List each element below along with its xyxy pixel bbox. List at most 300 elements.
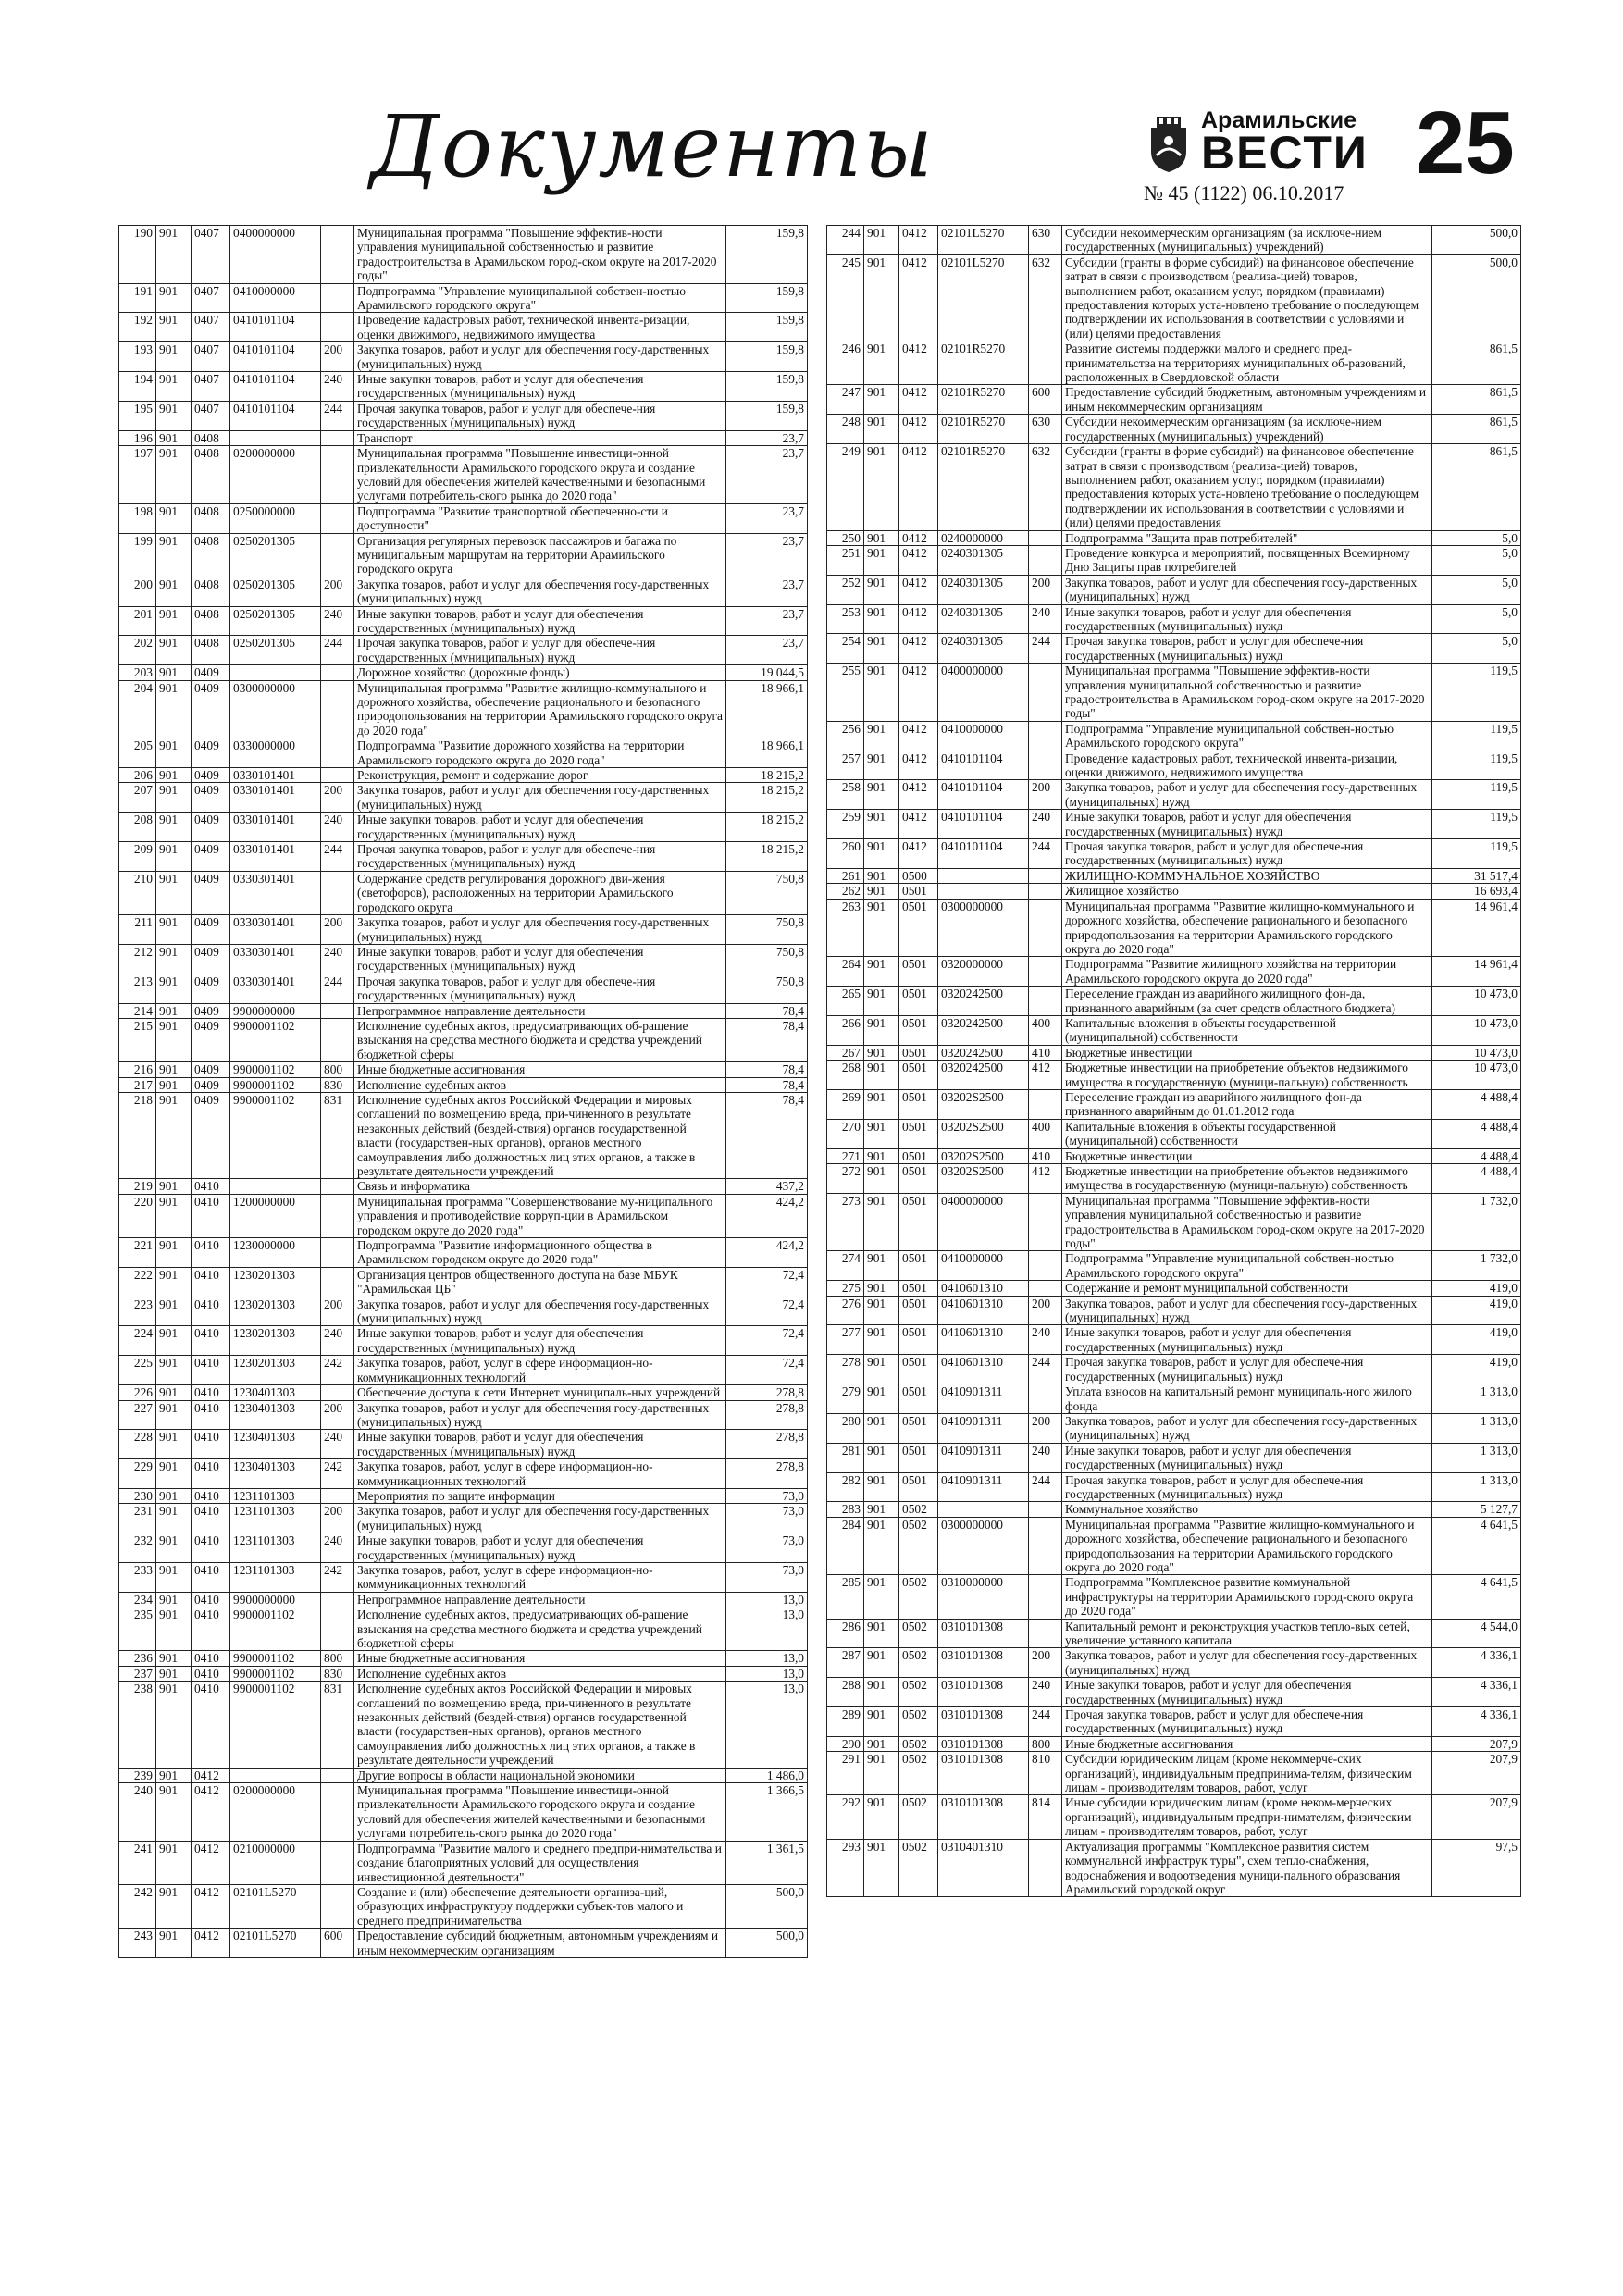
admin-code-cell: 901 [864, 810, 899, 839]
admin-code-cell: 901 [156, 944, 192, 974]
section-code-cell: 0409 [192, 1003, 230, 1018]
table-row [119, 577, 808, 606]
row-number-cell: 217 [119, 1077, 156, 1092]
row-number-cell: 250 [827, 530, 864, 545]
section-code-cell: 0412 [899, 664, 938, 722]
target-code-cell: 0320242500 [938, 1015, 1029, 1045]
expense-type-cell [321, 1488, 354, 1503]
table-row [119, 680, 808, 738]
table-row [827, 634, 1521, 664]
expense-type-cell: 200 [321, 577, 354, 606]
item-name-cell: Исполнение судебных актов, предусматривающих об-ращение взыскания на средства местного бюджета и средства учреждений бюджетной сферы [354, 1607, 726, 1651]
amount-cell: 750,8 [726, 871, 808, 914]
row-number-cell: 201 [119, 606, 156, 636]
target-code-cell: 0310101308 [938, 1736, 1029, 1751]
admin-code-cell: 901 [156, 503, 192, 533]
section-code-cell: 0502 [899, 1795, 938, 1839]
row-number-cell: 275 [827, 1281, 864, 1296]
item-name-cell: Закупка товаров, работ и услуг для обеспечения госу-дарственных (муниципальных) нужд [354, 915, 726, 945]
item-name-cell: Закупка товаров, работ и услуг для обеспечения госу-дарственных (муниципальных) нужд [1062, 1413, 1432, 1443]
target-code-cell: 9900001102 [230, 1607, 321, 1651]
admin-code-cell: 901 [864, 1193, 899, 1251]
target-code-cell: 9900001102 [230, 1092, 321, 1178]
table-row [827, 575, 1521, 604]
row-number-cell: 196 [119, 430, 156, 445]
item-name-cell: Содержание средств регулирования дорожного дви-жения (светофоров), расположенных на территории Арамильского городского округа [354, 871, 726, 914]
item-name-cell: Подпрограмма "Развитие транспортной обеспеченно-сти и доступности" [354, 503, 726, 533]
amount-cell: 5,0 [1432, 530, 1521, 545]
section-code-cell: 0407 [192, 226, 230, 284]
amount-cell: 23,7 [726, 577, 808, 606]
expense-type-cell: 244 [1029, 1355, 1062, 1384]
target-code-cell: 0320242500 [938, 1061, 1029, 1090]
expense-type-cell: 800 [321, 1062, 354, 1077]
row-number-cell: 238 [119, 1682, 156, 1768]
row-number-cell: 259 [827, 810, 864, 839]
expense-type-cell [1029, 957, 1062, 987]
row-number-cell: 193 [119, 342, 156, 372]
section-code-cell: 0502 [899, 1678, 938, 1707]
row-number-cell: 215 [119, 1018, 156, 1061]
table-row [827, 1251, 1521, 1281]
item-name-cell: Иные закупки товаров, работ и услуг для обеспечения государственных (муниципальных) нужд [354, 606, 726, 636]
expense-type-cell: 600 [1029, 385, 1062, 415]
target-code-cell: 0240301305 [938, 575, 1029, 604]
expense-type-cell [321, 665, 354, 680]
section-code-cell: 0407 [192, 372, 230, 402]
target-code-cell [230, 1768, 321, 1782]
item-name-cell: Исполнение судебных актов, предусматривающих об-ращение взыскания на средства местного бюджета и средства учреждений бюджетной сферы [354, 1018, 726, 1061]
row-number-cell: 266 [827, 1015, 864, 1045]
target-code-cell: 0330301401 [230, 871, 321, 914]
section-code-cell: 0407 [192, 401, 230, 430]
row-number-cell: 216 [119, 1062, 156, 1077]
admin-code-cell: 901 [156, 1194, 192, 1237]
admin-code-cell: 901 [864, 1795, 899, 1839]
admin-code-cell: 901 [156, 1326, 192, 1356]
target-code-cell: 0400000000 [230, 226, 321, 284]
table-row [119, 1297, 808, 1326]
item-name-cell: Подпрограмма "Развитие жилищного хозяйства на территории Арамильского городского округа до 2020 года" [1062, 957, 1432, 987]
admin-code-cell: 901 [864, 868, 899, 883]
amount-cell: 207,9 [1432, 1752, 1521, 1795]
target-code-cell: 0410101104 [230, 401, 321, 430]
expense-type-cell: 240 [1029, 810, 1062, 839]
item-name-cell: Проведение кадастровых работ, технической инвента-ризации, оценки движимого, недвижимого имущества [354, 313, 726, 342]
target-code-cell: 0250000000 [230, 503, 321, 533]
admin-code-cell: 901 [156, 1238, 192, 1268]
section-code-cell: 0407 [192, 313, 230, 342]
expense-type-cell [1029, 868, 1062, 883]
target-code-cell: 02101R5270 [938, 385, 1029, 415]
admin-code-cell: 901 [864, 1296, 899, 1325]
target-code-cell: 0250201305 [230, 533, 321, 577]
table-row [827, 254, 1521, 341]
section-code-cell: 0502 [899, 1575, 938, 1619]
row-number-cell: 229 [119, 1459, 156, 1489]
table-row [827, 810, 1521, 839]
amount-cell: 159,8 [726, 372, 808, 402]
target-code-cell: 03202S2500 [938, 1164, 1029, 1194]
row-number-cell: 247 [827, 385, 864, 415]
target-code-cell [938, 884, 1029, 899]
row-number-cell: 210 [119, 871, 156, 914]
amount-cell: 23,7 [726, 446, 808, 504]
expense-type-cell: 240 [1029, 1325, 1062, 1355]
table-row [119, 1488, 808, 1503]
target-code-cell: 0410901311 [938, 1472, 1029, 1502]
target-code-cell: 02101R5270 [938, 415, 1029, 444]
row-number-cell: 212 [119, 944, 156, 974]
item-name-cell: Муниципальная программа "Повышение эффектив-ности управления муниципальной собственностью и развитие градостроительства в Арамильском город-ском округе на 2017-2020 годы" [1062, 1193, 1432, 1251]
row-number-cell: 285 [827, 1575, 864, 1619]
item-name-cell: Иные закупки товаров, работ и услуг для обеспечения государственных (муниципальных) нужд [354, 1326, 726, 1356]
target-code-cell [230, 430, 321, 445]
target-code-cell: 0330101401 [230, 842, 321, 872]
row-number-cell: 254 [827, 634, 864, 664]
table-row [827, 1061, 1521, 1090]
table-row [827, 957, 1521, 987]
section-code-cell: 0410 [192, 1326, 230, 1356]
amount-cell: 500,0 [726, 1884, 808, 1928]
expense-type-cell [321, 1267, 354, 1297]
item-name-cell: Муниципальная программа "Совершенствование му-ниципального управления и противодействие корруп-ции в Арамильском городском округе до 2020 года" [354, 1194, 726, 1237]
admin-code-cell: 901 [156, 1092, 192, 1178]
row-number-cell: 280 [827, 1413, 864, 1443]
section-code-cell: 0409 [192, 1077, 230, 1092]
admin-code-cell: 901 [156, 1179, 192, 1194]
amount-cell: 278,8 [726, 1430, 808, 1459]
admin-code-cell: 901 [156, 783, 192, 813]
item-name-cell: Иные закупки товаров, работ и услуг для обеспечения государственных (муниципальных) нужд [1062, 810, 1432, 839]
target-code-cell: 03202S2500 [938, 1089, 1029, 1119]
table-row [827, 1148, 1521, 1163]
amount-cell: 119,5 [1432, 839, 1521, 869]
amount-cell: 4 488,4 [1432, 1119, 1521, 1148]
item-name-cell: Капитальные вложения в объекты государственной (муниципальной) собственности [1062, 1119, 1432, 1148]
expense-type-cell: 244 [1029, 1707, 1062, 1737]
table-row [119, 915, 808, 945]
target-code-cell: 1230401303 [230, 1459, 321, 1489]
admin-code-cell: 901 [156, 1488, 192, 1503]
target-code-cell: 0200000000 [230, 446, 321, 504]
amount-cell: 1 366,5 [726, 1783, 808, 1842]
target-code-cell: 0410601310 [938, 1296, 1029, 1325]
amount-cell: 73,0 [726, 1562, 808, 1592]
table-row [827, 385, 1521, 415]
item-name-cell: Транспорт [354, 430, 726, 445]
item-name-cell: Подпрограмма "Управление муниципальной собствен-ностью Арамильского городского округа" [1062, 1251, 1432, 1281]
section-code-cell: 0412 [192, 1768, 230, 1782]
expense-type-cell: 200 [1029, 1296, 1062, 1325]
item-name-cell: Исполнение судебных актов [354, 1666, 726, 1681]
section-code-cell: 0410 [192, 1267, 230, 1297]
amount-cell: 4 488,4 [1432, 1148, 1521, 1163]
admin-code-cell: 901 [156, 1267, 192, 1297]
amount-cell: 4 336,1 [1432, 1707, 1521, 1737]
row-number-cell: 231 [119, 1504, 156, 1533]
section-code-cell: 0408 [192, 446, 230, 504]
row-number-cell: 243 [119, 1929, 156, 1958]
expense-type-cell: 412 [1029, 1164, 1062, 1194]
expense-type-cell [321, 226, 354, 284]
section-code-cell: 0410 [192, 1488, 230, 1503]
amount-cell: 119,5 [1432, 751, 1521, 780]
section-code-cell: 0412 [899, 545, 938, 575]
target-code-cell: 0330101401 [230, 813, 321, 842]
table-row [119, 1400, 808, 1430]
table-row [119, 871, 808, 914]
item-name-cell: Связь и информатика [354, 1179, 726, 1194]
amount-cell: 78,4 [726, 1062, 808, 1077]
admin-code-cell: 901 [156, 1841, 192, 1884]
item-name-cell: Закупка товаров, работ, услуг в сфере информацион-но-коммуникационных технологий [354, 1356, 726, 1385]
amount-cell: 750,8 [726, 974, 808, 1003]
target-code-cell: 0240301305 [938, 604, 1029, 634]
table-row [119, 944, 808, 974]
amount-cell: 419,0 [1432, 1281, 1521, 1296]
section-code-cell: 0412 [899, 226, 938, 255]
row-number-cell: 213 [119, 974, 156, 1003]
item-name-cell: Закупка товаров, работ и услуг для обеспечения госу-дарственных (муниципальных) нужд [1062, 575, 1432, 604]
target-code-cell: 1200000000 [230, 1194, 321, 1237]
amount-cell: 5,0 [1432, 634, 1521, 664]
expense-type-cell: 800 [321, 1651, 354, 1666]
expense-type-cell: 632 [1029, 254, 1062, 341]
row-number-cell: 270 [827, 1119, 864, 1148]
item-name-cell: Муниципальная программа "Развитие жилищно-коммунального и дорожного хозяйства, обеспечение рационального и безопасного природопользования на территории Арамильского городского округа до 2020 года" [1062, 899, 1432, 957]
section-code-cell: 0501 [899, 1193, 938, 1251]
amount-cell: 78,4 [726, 1003, 808, 1018]
expense-type-cell [321, 1385, 354, 1400]
item-name-cell: Закупка товаров, работ и услуг для обеспечения госу-дарственных (муниципальных) нужд [354, 1400, 726, 1430]
admin-code-cell: 901 [864, 634, 899, 664]
target-code-cell [230, 665, 321, 680]
expense-type-cell: 831 [321, 1682, 354, 1768]
expense-type-cell: 240 [321, 1430, 354, 1459]
expense-type-cell: 244 [1029, 1472, 1062, 1502]
expense-type-cell [1029, 1089, 1062, 1119]
section-code-cell: 0409 [192, 1062, 230, 1077]
target-code-cell: 0320242500 [938, 1045, 1029, 1060]
expense-type-cell [321, 430, 354, 445]
section-code-cell: 0409 [192, 665, 230, 680]
item-name-cell: Закупка товаров, работ и услуг для обеспечения госу-дарственных (муниципальных) нужд [1062, 1296, 1432, 1325]
table-row [119, 1884, 808, 1928]
target-code-cell: 0210000000 [230, 1841, 321, 1884]
expense-type-cell: 831 [321, 1092, 354, 1178]
expense-type-cell: 600 [321, 1929, 354, 1958]
admin-code-cell: 901 [156, 1385, 192, 1400]
item-name-cell: Создание и (или) обеспечение деятельности организа-ций, образующих инфраструктуру поддержки субъек-тов малого и среднего предпринимательства [354, 1884, 726, 1928]
expense-type-cell [321, 1841, 354, 1884]
admin-code-cell: 901 [864, 226, 899, 255]
admin-code-cell: 901 [864, 1045, 899, 1060]
target-code-cell: 0410601310 [938, 1325, 1029, 1355]
amount-cell: 23,7 [726, 430, 808, 445]
target-code-cell: 02101R5270 [938, 341, 1029, 385]
row-number-cell: 191 [119, 283, 156, 313]
expense-type-cell [1029, 545, 1062, 575]
target-code-cell: 9900001102 [230, 1682, 321, 1768]
amount-cell: 1 732,0 [1432, 1251, 1521, 1281]
item-name-cell: Проведение кадастровых работ, технической инвента-ризации, оценки движимого, недвижимого имущества [1062, 751, 1432, 780]
item-name-cell: Субсидии некоммерческим организациям (за исключе-нием государственных (муниципальных) учреждений) [1062, 415, 1432, 444]
table-row [119, 842, 808, 872]
expense-type-cell [321, 1783, 354, 1842]
target-code-cell: 9900001102 [230, 1651, 321, 1666]
admin-code-cell: 901 [864, 1251, 899, 1281]
admin-code-cell: 901 [864, 254, 899, 341]
admin-code-cell: 901 [864, 1015, 899, 1045]
row-number-cell: 253 [827, 604, 864, 634]
target-code-cell: 1231101303 [230, 1533, 321, 1563]
table-row [119, 1267, 808, 1297]
target-code-cell: 0410101104 [230, 372, 321, 402]
section-code-cell: 0408 [192, 577, 230, 606]
item-name-cell: Капитальные вложения в объекты государственной (муниципальной) собственности [1062, 1015, 1432, 1045]
row-number-cell: 246 [827, 341, 864, 385]
amount-cell: 119,5 [1432, 664, 1521, 722]
target-code-cell: 1230401303 [230, 1400, 321, 1430]
target-code-cell: 1231101303 [230, 1488, 321, 1503]
item-name-cell: Иные субсидии юридическим лицам (кроме неком-мерческих организаций), индивидуальным предпри-нимателям, физическим лицам - производителям товаров, работ, услуг [1062, 1795, 1432, 1839]
amount-cell: 23,7 [726, 606, 808, 636]
expense-type-cell: 200 [1029, 575, 1062, 604]
table-row [119, 1062, 808, 1077]
expense-type-cell: 200 [321, 783, 354, 813]
section-code-cell: 0409 [192, 680, 230, 738]
row-number-cell: 237 [119, 1666, 156, 1681]
table-row [827, 1678, 1521, 1707]
row-number-cell: 249 [827, 444, 864, 530]
expense-type-cell: 244 [321, 842, 354, 872]
admin-code-cell: 901 [864, 575, 899, 604]
table-row [119, 372, 808, 402]
amount-cell: 1 486,0 [726, 1768, 808, 1782]
expense-type-cell [1029, 987, 1062, 1016]
amount-cell: 278,8 [726, 1385, 808, 1400]
section-code-cell: 0502 [899, 1648, 938, 1678]
table-row [119, 1666, 808, 1681]
target-code-cell: 02101L5270 [938, 226, 1029, 255]
expense-type-cell [321, 1018, 354, 1061]
section-code-cell: 0412 [192, 1929, 230, 1958]
section-code-cell: 0409 [192, 944, 230, 974]
section-code-cell: 0412 [192, 1884, 230, 1928]
table-row [827, 1619, 1521, 1648]
table-row [119, 636, 808, 665]
item-name-cell: Субсидии (гранты в форме субсидий) на финансовое обеспечение затрат в связи с производством (реализа-цией) товаров, выполнением работ, оказанием услуг, порядком (правилами) предоставления которых уста-новлено требование о последующем подтверждении их использования в соответствии с условиями и (или) целями предоставления [1062, 444, 1432, 530]
item-name-cell: Муниципальная программа "Повышение инвестици-онной привлекательности Арамильского городского округа и создание условий для обеспечения жителей качественными и безопасными услугами потребитель-ского рынка до 2020 года" [354, 446, 726, 504]
row-number-cell: 256 [827, 721, 864, 751]
row-number-cell: 219 [119, 1179, 156, 1194]
expense-type-cell: 244 [321, 974, 354, 1003]
section-code-cell: 0412 [899, 341, 938, 385]
expense-type-cell [1029, 1193, 1062, 1251]
row-number-cell: 240 [119, 1783, 156, 1842]
admin-code-cell: 901 [864, 1619, 899, 1648]
row-number-cell: 194 [119, 372, 156, 402]
expense-type-cell [1029, 1517, 1062, 1575]
section-code-cell: 0502 [899, 1736, 938, 1751]
admin-code-cell: 901 [864, 385, 899, 415]
newspaper-logo [1144, 102, 1369, 179]
amount-cell: 10 473,0 [1432, 1061, 1521, 1090]
section-code-cell: 0501 [899, 1443, 938, 1472]
table-row [119, 283, 808, 313]
row-number-cell: 209 [119, 842, 156, 872]
expense-type-cell: 240 [321, 372, 354, 402]
admin-code-cell: 901 [156, 1533, 192, 1563]
row-number-cell: 251 [827, 545, 864, 575]
table-row [119, 1841, 808, 1884]
expense-type-cell: 240 [1029, 604, 1062, 634]
row-number-cell: 268 [827, 1061, 864, 1090]
brand-name-small: Арамильские [1201, 107, 1357, 133]
section-code-cell: 0412 [899, 780, 938, 810]
section-code-cell: 0410 [192, 1533, 230, 1563]
row-number-cell: 264 [827, 957, 864, 987]
table-row [827, 987, 1521, 1016]
left-column [118, 225, 807, 1958]
admin-code-cell: 901 [156, 313, 192, 342]
section-code-cell: 0501 [899, 1472, 938, 1502]
expense-type-cell: 244 [321, 401, 354, 430]
table-row [119, 1179, 808, 1194]
expense-type-cell: 240 [1029, 1678, 1062, 1707]
row-number-cell: 274 [827, 1251, 864, 1281]
row-number-cell: 248 [827, 415, 864, 444]
expense-type-cell: 200 [1029, 1648, 1062, 1678]
item-name-cell: Предоставление субсидий бюджетным, автономным учреждениям и иным некоммерческим организациям [354, 1929, 726, 1958]
amount-cell: 207,9 [1432, 1736, 1521, 1751]
section-code-cell: 0410 [192, 1238, 230, 1268]
target-code-cell [230, 1179, 321, 1194]
table-row [119, 1018, 808, 1061]
target-code-cell: 0410101104 [938, 810, 1029, 839]
item-name-cell: Иные закупки товаров, работ и услуг для обеспечения государственных (муниципальных) нужд [354, 372, 726, 402]
amount-cell: 5 127,7 [1432, 1502, 1521, 1517]
section-code-cell: 0501 [899, 987, 938, 1016]
expense-type-cell [1029, 1384, 1062, 1414]
admin-code-cell: 901 [864, 1575, 899, 1619]
item-name-cell: Другие вопросы в области национальной экономики [354, 1768, 726, 1782]
expense-type-cell: 240 [321, 606, 354, 636]
item-name-cell: Субсидии юридическим лицам (кроме некоммерче-ских организаций), индивидуальным предпринима-телям, физическим лицам - производителям товаров, работ, услуг [1062, 1752, 1432, 1795]
expense-type-cell: 200 [1029, 1413, 1062, 1443]
amount-cell: 861,5 [1432, 444, 1521, 530]
section-code-cell: 0412 [899, 575, 938, 604]
admin-code-cell: 901 [156, 372, 192, 402]
table-row [827, 899, 1521, 957]
item-name-cell: Переселение граждан из аварийного жилищного фон-да, признанного аварийным (за счет средств областного бюджета) [1062, 987, 1432, 1016]
section-code-cell: 0410 [192, 1179, 230, 1194]
item-name-cell: Закупка товаров, работ, услуг в сфере информацион-но-коммуникационных технологий [354, 1459, 726, 1489]
item-name-cell: Иные закупки товаров, работ и услуг для обеспечения государственных (муниципальных) нужд [1062, 604, 1432, 634]
item-name-cell: Прочая закупка товаров, работ и услуг для обеспече-ния государственных (муниципальных) нужд [354, 974, 726, 1003]
expense-type-cell [321, 1768, 354, 1782]
admin-code-cell: 901 [156, 606, 192, 636]
item-name-cell: Подпрограмма "Комплексное развитие коммунальной инфраструктуры на территории Арамильского город-ского округа до 2020 года" [1062, 1575, 1432, 1619]
item-name-cell: Иные бюджетные ассигнования [354, 1651, 726, 1666]
table-row [827, 1575, 1521, 1619]
target-code-cell: 03202S2500 [938, 1148, 1029, 1163]
row-number-cell: 211 [119, 915, 156, 945]
table-row [827, 1472, 1521, 1502]
target-code-cell: 9900001102 [230, 1062, 321, 1077]
section-code-cell: 0412 [899, 810, 938, 839]
